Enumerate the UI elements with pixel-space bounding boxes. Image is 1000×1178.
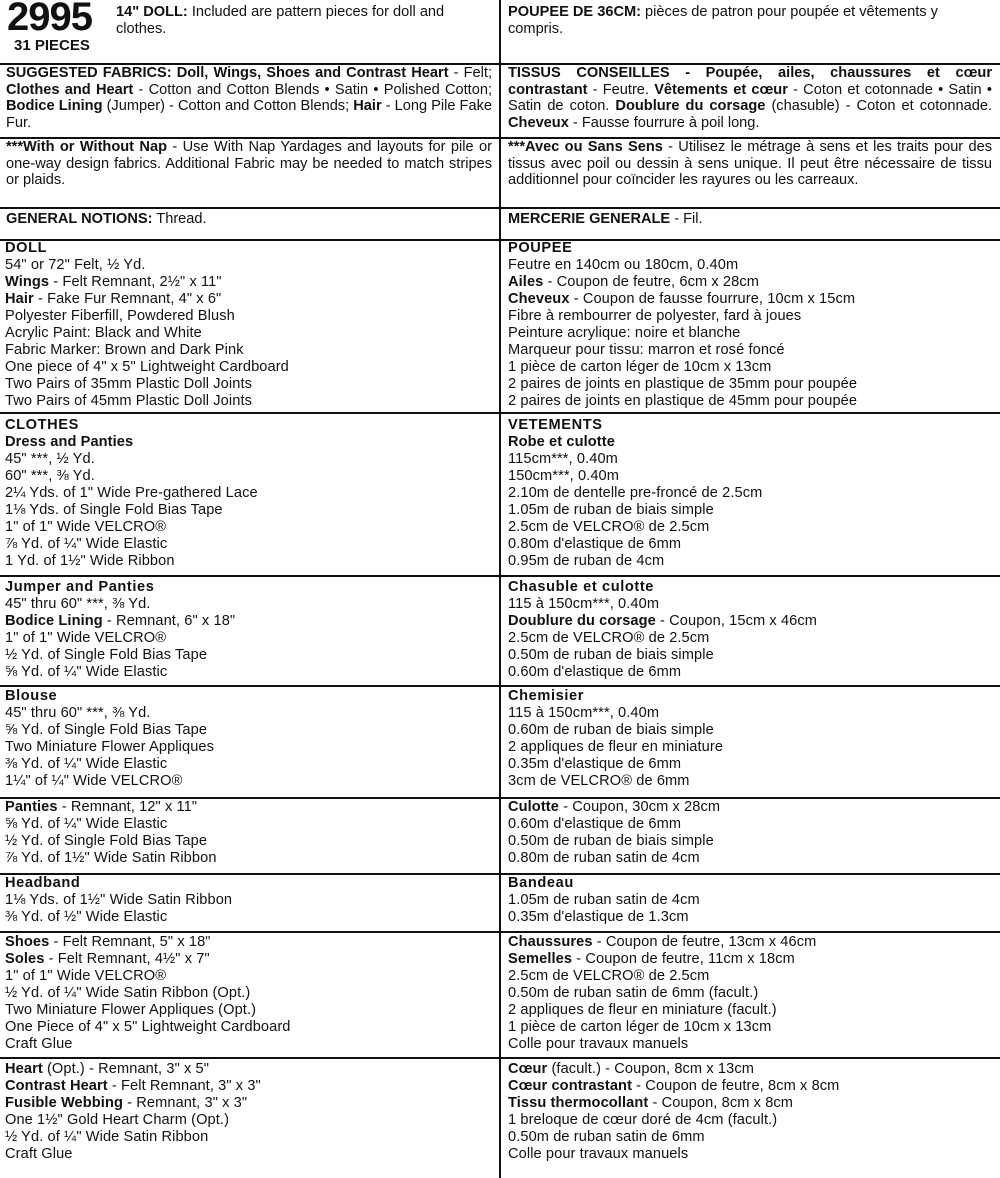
bold-run: Fusible Webbing (5, 1094, 123, 1111)
text-run: - Fake Fur Remnant, 4" x 6" (33, 290, 222, 307)
bold-run: Clothes and Heart (6, 81, 134, 98)
clothes-line (4, 451, 494, 468)
bold-run: Culotte (508, 799, 559, 815)
clothes-line (506, 468, 994, 485)
header-intro-en (116, 4, 494, 37)
bold-run: Jumper and Panties (5, 579, 155, 595)
text-run: ½ Yd. of Single Fold Bias Tape (5, 832, 208, 849)
shoes-line (506, 951, 994, 968)
doll-line (4, 274, 494, 291)
heart-line (506, 1095, 994, 1112)
suggested-fabrics-fr (506, 65, 994, 135)
bold-run: Headband (5, 875, 81, 891)
text-run: 3cm de VELCRO® de 6mm (508, 772, 690, 789)
text-run: 1" of 1" Wide VELCRO® (5, 629, 167, 646)
jumper-line (506, 613, 994, 630)
suggested-fabrics-text-en (4, 65, 494, 131)
doll-line (506, 308, 994, 325)
text-run: 115cm***, 0.40m (508, 450, 618, 467)
doll-line (4, 257, 494, 274)
text-run: 1⅛ Yds. of Single Fold Bias Tape (5, 501, 223, 518)
text-run: Fabric Marker: Brown and Dark Pink (5, 341, 244, 358)
clothes-line (4, 553, 494, 570)
shoes-line (506, 1002, 994, 1019)
shoes-line (506, 1036, 994, 1053)
bold-run: Wings (5, 273, 50, 290)
doll-line (506, 274, 994, 291)
text-run: 0.50m de ruban de biais simple (508, 646, 714, 663)
bold-run: Semelles (508, 950, 573, 967)
text-run: Fibre à rembourrer de polyester, fard à joues (508, 307, 802, 324)
shoes-section-fr (506, 934, 994, 1057)
text-run: 0.80m d'elastique de 6mm (508, 535, 682, 552)
clothes-section-fr (506, 417, 994, 575)
panties-section-fr (506, 799, 994, 873)
jumper-line (4, 579, 494, 596)
heart-line (506, 1146, 994, 1163)
text-run: - Coupon de feutre, 13cm x 46cm (592, 934, 817, 950)
clothes-line (506, 451, 994, 468)
text-run: 60" ***, ⅜ Yd. (5, 467, 95, 484)
doll-line (506, 291, 994, 308)
text-run: Peinture acrylique: noire et blanche (508, 324, 741, 341)
bold-run: Cœur (508, 1061, 548, 1077)
column-divider (499, 0, 501, 1178)
bold-run: ***Avec ou Sans Sens (508, 139, 663, 155)
text-run: 0.60m d'elastique de 6mm (508, 663, 682, 680)
text-run: - Felt Remnant, 5" x 18" (49, 934, 211, 950)
text-run: (Jumper) - Cotton and Cotton Blends; (102, 98, 354, 115)
clothes-line (506, 519, 994, 536)
panties-line (506, 799, 994, 816)
bold-run: Cheveux (508, 114, 569, 131)
clothes-line (506, 536, 994, 553)
shoes-line (4, 1036, 494, 1053)
bold-run: Doublure du corsage (508, 612, 656, 629)
bold-run: Robe et culotte (508, 433, 615, 450)
blouse-line (4, 739, 494, 756)
blouse-line (506, 756, 994, 773)
shoes-line (4, 934, 494, 951)
doll-line (4, 308, 494, 325)
text-run: 45" thru 60" ***, ⅜ Yd. (5, 595, 151, 612)
headband-line (506, 909, 994, 926)
text-run: 1 pièce de carton léger de 10cm x 13cm (508, 358, 772, 375)
text-run: 2 paires de joints en plastique de 45mm pour poupée (508, 392, 858, 409)
heart-section-fr (506, 1061, 994, 1178)
panties-line (4, 816, 494, 833)
blouse-section-fr (506, 688, 994, 797)
clothes-line (4, 536, 494, 553)
general-notions-fr (506, 211, 994, 235)
bold-run: SUGGESTED FABRICS: Doll, Wings, Shoes and Contrast Heart (6, 65, 449, 81)
text-run: 45" thru 60" ***, ⅜ Yd. (5, 704, 151, 721)
blouse-line (4, 722, 494, 739)
panties-line (506, 816, 994, 833)
heart-line (4, 1061, 494, 1078)
bold-run: Cœur contrastant (508, 1077, 633, 1094)
clothes-line (4, 468, 494, 485)
header-title-fr: POUPEE DE 36CM: (508, 4, 641, 20)
nap-note-text-fr (506, 139, 994, 189)
heart-line (506, 1078, 994, 1095)
bold-run: Bandeau (508, 875, 574, 891)
text-run: (Opt.) - Remnant, 3" x 5" (42, 1061, 210, 1077)
bold-run: Soles (5, 950, 45, 967)
shoes-line (506, 1019, 994, 1036)
jumper-section-en (4, 579, 494, 685)
clothes-line (506, 434, 994, 451)
blouse-line (506, 739, 994, 756)
text-run: 0.35m d'elastique de 1.3cm (508, 908, 689, 925)
doll-line (4, 240, 494, 257)
text-run: ⅝ Yd. of ¼" Wide Elastic (5, 663, 168, 680)
bold-run: Cheveux (508, 290, 570, 307)
text-run: Craft Glue (5, 1035, 73, 1052)
text-run: 115 à 150cm***, 0.40m (508, 704, 660, 721)
text-run: 2 appliques de fleur en miniature (508, 738, 724, 755)
heart-line (506, 1061, 994, 1078)
bold-run: Vêtements et cœur (654, 81, 788, 98)
text-run: - Coupon, 15cm x 46cm (655, 612, 818, 629)
text-run: 2 appliques de fleur en miniature (facult.) (508, 1001, 777, 1018)
text-run: - Felt; (448, 65, 493, 81)
text-run: - Fausse fourrure à poil long. (568, 114, 760, 131)
text-run: 1" of 1" Wide VELCRO® (5, 518, 167, 535)
text-run: - Felt Remnant, 2½" x 11" (49, 273, 222, 290)
heart-section-en (4, 1061, 494, 1178)
text-run: - Cotton and Cotton Blends • Satin • Polished Cotton; (133, 81, 493, 98)
text-run: Two Pairs of 35mm Plastic Doll Joints (5, 375, 253, 392)
bold-run: GENERAL NOTIONS: (6, 211, 153, 227)
doll-line (506, 359, 994, 376)
shoes-line (4, 1002, 494, 1019)
blouse-line (506, 773, 994, 790)
text-run: 0.35m d'elastique de 6mm (508, 755, 682, 772)
bold-run: Chasuble et culotte (508, 579, 655, 595)
doll-section-fr (506, 240, 994, 412)
nap-note-text-en (4, 139, 494, 189)
headband-line (4, 892, 494, 909)
shoes-section-en (4, 934, 494, 1057)
text-run: Craft Glue (5, 1145, 73, 1162)
french-column (506, 0, 994, 1178)
text-run: 1⅛ Yds. of 1½" Wide Satin Ribbon (5, 891, 233, 908)
general-notions-en (4, 211, 494, 235)
headband-section-fr (506, 875, 994, 931)
text-run: ½ Yd. of ¼" Wide Satin Ribbon (5, 1128, 209, 1145)
text-run: - Use With Nap Yardages and layouts for pile or one-way design fabrics. Additional Fabric may be needed to match stripes or plaids. (6, 139, 492, 189)
blouse-line (506, 722, 994, 739)
nap-note-en (4, 139, 494, 205)
general-notions-text-en (4, 211, 494, 228)
bold-run: VETEMENTS (508, 417, 603, 433)
text-run: Marqueur pour tissu: marron et rosé foncé (508, 341, 785, 358)
blouse-line (506, 688, 994, 705)
headband-line (4, 875, 494, 892)
jumper-section-fr (506, 579, 994, 685)
text-run: Polyester Fiberfill, Powdered Blush (5, 307, 235, 324)
text-run: One Piece of 4" x 5" Lightweight Cardboard (5, 1018, 291, 1035)
headband-line (4, 909, 494, 926)
blouse-line (4, 688, 494, 705)
bold-run: Chaussures (508, 934, 593, 950)
header-section-en (4, 0, 494, 62)
doll-line (4, 342, 494, 359)
clothes-line (4, 519, 494, 536)
bold-run: Panties (5, 799, 58, 815)
jumper-line (506, 630, 994, 647)
text-run: - Remnant, 12" x 11" (57, 799, 198, 815)
text-run: ⅜ Yd. of ¼" Wide Elastic (5, 755, 168, 772)
text-run: 54" or 72" Felt, ½ Yd. (5, 256, 146, 273)
text-run: 1 Yd. of 1½" Wide Ribbon (5, 552, 175, 569)
bold-run: Bodice Lining (5, 612, 103, 629)
blouse-line (4, 756, 494, 773)
text-run: Colle pour travaux manuels (508, 1035, 689, 1052)
doll-line (506, 257, 994, 274)
headband-section-en (4, 875, 494, 931)
clothes-line (506, 417, 994, 434)
clothes-line (506, 502, 994, 519)
text-run: 2.5cm de VELCRO® de 2.5cm (508, 629, 710, 646)
doll-line (506, 393, 994, 410)
shoes-line (4, 1019, 494, 1036)
headband-line (506, 892, 994, 909)
header-title-en: 14" DOLL: (116, 4, 188, 20)
text-run: One piece of 4" x 5" Lightweight Cardboard (5, 358, 289, 375)
text-run: ⅝ Yd. of ¼" Wide Elastic (5, 815, 168, 832)
heart-line (506, 1112, 994, 1129)
text-run: Two Miniature Flower Appliques (Opt.) (5, 1001, 257, 1018)
doll-line (506, 342, 994, 359)
text-run: - Utilisez le métrage à sens et les traits pour des tissus avec poil ou dessin à sens unique. Il peut être nécessaire de tissu additionnel pour coïncider les rayures ou les carreaux. (508, 139, 992, 189)
text-run: 1.05m de ruban satin de 4cm (508, 891, 700, 908)
jumper-line (4, 664, 494, 681)
header-section-fr (506, 0, 994, 62)
doll-section-en (4, 240, 494, 412)
text-run: 2.5cm de VELCRO® de 2.5cm (508, 518, 710, 535)
text-run: - Long Pile Fake Fur. (6, 98, 492, 131)
text-run: 45" ***, ½ Yd. (5, 450, 95, 467)
blouse-line (4, 705, 494, 722)
shoes-line (4, 951, 494, 968)
text-run: 0.60m d'elastique de 6mm (508, 815, 682, 832)
text-run: Acrylic Paint: Black and White (5, 324, 202, 341)
text-run: - Feutre. (587, 81, 655, 98)
clothes-line (4, 434, 494, 451)
suggested-fabrics-text-fr (506, 65, 994, 131)
text-run: - Coupon de feutre, 11cm x 18cm (572, 950, 795, 967)
bold-run: POUPEE (508, 240, 573, 256)
heart-line (4, 1078, 494, 1095)
bold-run: Bodice Lining (6, 98, 103, 115)
shoes-line (4, 968, 494, 985)
doll-line (506, 325, 994, 342)
text-run: ½ Yd. of Single Fold Bias Tape (5, 646, 208, 663)
bold-run: Dress and Panties (5, 433, 134, 450)
jumper-line (506, 664, 994, 681)
jumper-line (4, 613, 494, 630)
bold-run: Hair (353, 98, 382, 115)
text-run: 1" of 1" Wide VELCRO® (5, 967, 167, 984)
clothes-line (506, 553, 994, 570)
bold-run: Chemisier (508, 688, 584, 704)
text-run: 2¼ Yds. of 1" Wide Pre-gathered Lace (5, 484, 258, 501)
heart-line (506, 1129, 994, 1146)
text-run: 1.05m de ruban de biais simple (508, 501, 714, 518)
heart-line (4, 1129, 494, 1146)
bold-run: Tissu thermocollant (508, 1094, 649, 1111)
jumper-line (506, 596, 994, 613)
text-run: 115 à 150cm***, 0.40m (508, 595, 660, 612)
bold-run: TISSUS CONSEILLES - Poupée, ailes, chaussures et cœur contrastant (508, 65, 992, 98)
doll-line (4, 325, 494, 342)
text-run: - Fil. (670, 211, 703, 227)
panties-line (4, 850, 494, 867)
doll-line (506, 376, 994, 393)
text-run: ⅞ Yd. of 1½" Wide Satin Ribbon (5, 849, 217, 866)
panties-line (4, 833, 494, 850)
shoes-line (506, 968, 994, 985)
doll-line (4, 393, 494, 410)
heart-line (4, 1095, 494, 1112)
text-run: - Felt Remnant, 4½" x 7" (44, 950, 210, 967)
text-run: Thread. (152, 211, 207, 227)
text-run: (chasuble) - Coton et cotonnade. (765, 98, 992, 115)
blouse-section-en (4, 688, 494, 797)
text-run: Feutre en 140cm ou 180cm, 0.40m (508, 256, 739, 273)
doll-line (506, 240, 994, 257)
text-run: 0.60m de ruban de biais simple (508, 721, 714, 738)
bold-run: Hair (5, 290, 34, 307)
text-run: Colle pour travaux manuels (508, 1145, 689, 1162)
text-run: 1 pièce de carton léger de 10cm x 13cm (508, 1018, 772, 1035)
text-run: - Coupon, 8cm x 8cm (648, 1094, 794, 1111)
clothes-line (506, 485, 994, 502)
panties-line (506, 850, 994, 867)
bold-run: Heart (5, 1061, 43, 1077)
text-run: 0.80m de ruban satin de 4cm (508, 849, 700, 866)
text-run: - Felt Remnant, 3" x 3" (107, 1077, 261, 1094)
blouse-line (4, 773, 494, 790)
jumper-line (506, 647, 994, 664)
text-run: - Coupon, 30cm x 28cm (558, 799, 721, 815)
panties-line (4, 799, 494, 816)
doll-line (4, 359, 494, 376)
text-run: - Remnant, 3" x 3" (122, 1094, 248, 1111)
bold-run: CLOTHES (5, 417, 79, 433)
header-text-fr: pièces de patron pour poupée et vêtements y compris. (508, 4, 938, 37)
bold-run: Ailes (508, 273, 544, 290)
heart-line (4, 1112, 494, 1129)
text-run: ⅞ Yd. of ¼" Wide Elastic (5, 535, 168, 552)
clothes-line (4, 417, 494, 434)
suggested-fabrics-en (4, 65, 494, 135)
english-column (4, 0, 494, 1178)
shoes-line (4, 985, 494, 1002)
blouse-line (506, 705, 994, 722)
text-run: 2.5cm de VELCRO® de 2.5cm (508, 967, 710, 984)
text-run: 0.95m de ruban de 4cm (508, 552, 665, 569)
text-run: ½ Yd. of ¼" Wide Satin Ribbon (Opt.) (5, 984, 251, 1001)
text-run: Two Pairs of 45mm Plastic Doll Joints (5, 392, 253, 409)
text-run: ⅜ Yd. of ½" Wide Elastic (5, 908, 168, 925)
bold-run: Doublure du corsage (615, 98, 766, 115)
bold-run: MERCERIE GENERALE (508, 211, 671, 227)
clothes-line (4, 502, 494, 519)
bold-run: Blouse (5, 688, 58, 704)
text-run: 150cm***, 0.40m (508, 467, 620, 484)
text-run: 2 paires de joints en plastique de 35mm pour poupée (508, 375, 858, 392)
text-run: - Coupon de feutre, 6cm x 28cm (543, 273, 760, 290)
text-run: 2.10m de dentelle pre-froncé de 2.5cm (508, 484, 763, 501)
panties-section-en (4, 799, 494, 873)
jumper-line (4, 630, 494, 647)
doll-line (4, 376, 494, 393)
text-run: - Coupon de fausse fourrure, 10cm x 15cm (569, 290, 856, 307)
general-notions-text-fr (506, 211, 994, 228)
doll-line (4, 291, 494, 308)
jumper-line (4, 647, 494, 664)
text-run: ⅝ Yd. of Single Fold Bias Tape (5, 721, 208, 738)
text-run: (facult.) - Coupon, 8cm x 13cm (547, 1061, 754, 1077)
text-run: Two Miniature Flower Appliques (5, 738, 215, 755)
bold-run: DOLL (5, 240, 48, 256)
text-run: - Coton et cotonnade • Satin • Satin de coton. (508, 81, 992, 115)
pattern-number: 2995 (7, 0, 92, 39)
shoes-line (506, 934, 994, 951)
text-run: 1 breloque de cœur doré de 4cm (facult.) (508, 1111, 778, 1128)
pieces-count: 31 PIECES (14, 37, 90, 54)
heart-line (4, 1146, 494, 1163)
clothes-line (4, 485, 494, 502)
text-run: - Coupon de feutre, 8cm x 8cm (632, 1077, 840, 1094)
text-run: One 1½" Gold Heart Charm (Opt.) (5, 1111, 230, 1128)
bold-run: ***With or Without Nap (6, 139, 167, 155)
text-run: 0.50m de ruban satin de 6mm (508, 1128, 705, 1145)
shoes-line (506, 985, 994, 1002)
text-run: 1¼" of ¼" Wide VELCRO® (5, 772, 183, 789)
panties-line (506, 833, 994, 850)
text-run: 0.50m de ruban satin de 6mm (facult.) (508, 984, 759, 1001)
nap-note-fr (506, 139, 994, 205)
headband-line (506, 875, 994, 892)
bold-run: Contrast Heart (5, 1077, 108, 1094)
header-intro-fr (508, 4, 992, 37)
jumper-line (506, 579, 994, 596)
text-run: 0.50m de ruban de biais simple (508, 832, 714, 849)
clothes-section-en (4, 417, 494, 575)
text-run: - Remnant, 6" x 18" (102, 612, 236, 629)
bold-run: Shoes (5, 934, 50, 950)
jumper-line (4, 596, 494, 613)
header-text-en: Included are pattern pieces for doll and clothes. (116, 4, 445, 37)
